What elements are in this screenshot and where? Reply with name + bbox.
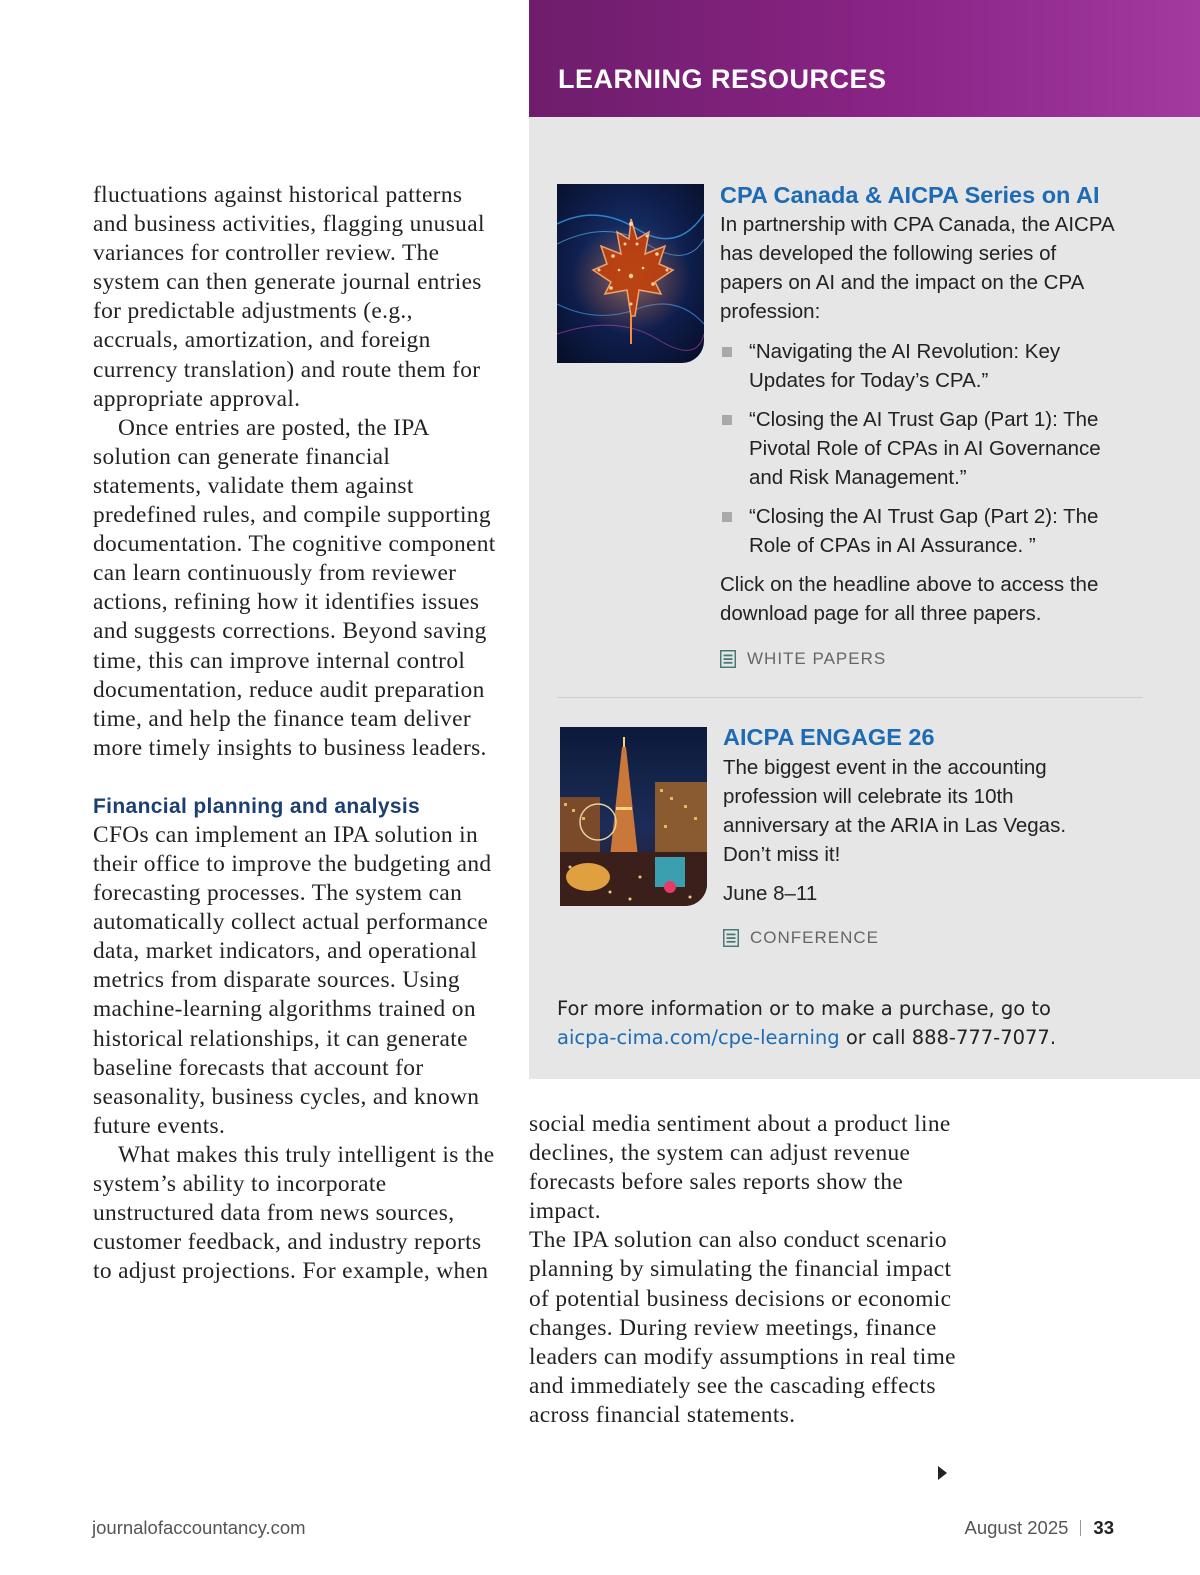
article-paragraph: Once entries are posted, the IPA solution can generate financial statements, validate them against predefined rules, and compile supporting documentation. The cognitive component can learn continuously from reviewer actions, refining how it identifies issues and suggests corrections. Beyond saving time, this can improve internal control documentation, reduce audit preparation time, and help the finance team deliver more timely insights to business leaders. bbox=[93, 414, 496, 761]
tag-white-papers bbox=[720, 649, 886, 669]
purchase-info-text: For more information or to make a purchase, go to bbox=[557, 997, 1051, 1020]
item-intro: In partnership with CPA Canada, the AICPA has developed the following series of papers on AI and the impact on the CPA profession: bbox=[720, 213, 1114, 323]
article-paragraph: social media sentiment about a product line declines, the system can adjust revenue forecasts before sales reports show the impact. bbox=[529, 1111, 951, 1225]
item-outro: Click on the headline above to access the download page for all three papers. bbox=[720, 573, 1099, 625]
event-date: June 8–11 bbox=[723, 882, 818, 905]
issue-date: August 2025 bbox=[964, 1517, 1069, 1538]
purchase-info-phone: or call 888-777-7077. bbox=[839, 1026, 1057, 1049]
list-item bbox=[720, 405, 1120, 492]
list-item bbox=[720, 502, 1120, 560]
tag-label: CONFERENCE bbox=[750, 928, 880, 947]
purchase-info bbox=[557, 994, 1056, 1052]
right-article-column bbox=[529, 1110, 959, 1430]
left-article-column bbox=[93, 181, 503, 1286]
las-vegas-image bbox=[560, 727, 707, 906]
page-number: 33 bbox=[1093, 1517, 1114, 1538]
cpe-learning-link[interactable]: aicpa-cima.com/cpe-learning bbox=[557, 1026, 840, 1049]
page-footer bbox=[965, 1517, 1114, 1539]
site-url: journalofaccountancy.com bbox=[92, 1517, 306, 1538]
tag-label: WHITE PAPERS bbox=[747, 649, 887, 668]
sidebar-header bbox=[529, 0, 1200, 117]
article-paragraph: What makes this truly intelligent is the system’s ability to incorporate unstructured data from news sources, customer feedback, and industry reports to adjust projections. For example, when bbox=[93, 1141, 495, 1285]
document-icon bbox=[720, 650, 736, 668]
maple-leaf-ai-image bbox=[557, 184, 704, 363]
article-paragraph: fluctuations against historical patterns and business activities, flagging unusual variances for controller review. The system can then generate journal entries for predictable adjustments (e.g., accruals, amortization, and foreign currency translation) and route them for appropriate approval. bbox=[93, 182, 485, 412]
item-title-link[interactable]: AICPA ENGAGE 26 bbox=[723, 724, 935, 750]
item-description: The biggest event in the accounting profession will celebrate its 10th anniversary at the ARIA in Las Vegas. Don’t miss it! bbox=[723, 756, 1067, 866]
item-body bbox=[723, 753, 1083, 908]
bullet-square-icon bbox=[722, 512, 732, 522]
continue-arrow-icon bbox=[938, 1466, 947, 1480]
tag-conference bbox=[723, 928, 879, 948]
document-icon bbox=[723, 929, 739, 947]
divider bbox=[557, 697, 1143, 698]
bullet-square-icon bbox=[722, 347, 732, 357]
list-item-text: “Navigating the AI Revolution: Key Updates for Today’s CPA.” bbox=[749, 340, 1061, 392]
bullet-square-icon bbox=[722, 415, 732, 425]
paper-list bbox=[720, 337, 1120, 560]
footer-separator bbox=[1080, 1520, 1081, 1536]
list-item-text: “Closing the AI Trust Gap (Part 1): The Pivotal Role of CPAs in AI Governance and Risk Management.” bbox=[749, 408, 1101, 489]
learning-resources-sidebar bbox=[529, 0, 1200, 1079]
list-item bbox=[720, 337, 1120, 395]
item-title-link[interactable]: CPA Canada & AICPA Series on AI bbox=[720, 182, 1100, 208]
article-paragraph: The IPA solution can also conduct scenario planning by simulating the financial impact of potential business decisions or economic changes. During review meetings, finance leaders can modify assumptions in real time and immediately see the cascading effects across financial statements. bbox=[529, 1227, 956, 1428]
article-paragraph: CFOs can implement an IPA solution in their office to improve the budgeting and forecasting processes. The system can automatically collect actual performance data, market indicators, and operational metrics from disparate sources. Using machine-learning algorithms trained on historical relationships, it can generate baseline forecasts that account for seasonality, business cycles, and known future events. bbox=[93, 821, 492, 1139]
list-item-text: “Closing the AI Trust Gap (Part 2): The Role of CPAs in AI Assurance. ” bbox=[749, 505, 1099, 557]
item-body bbox=[720, 210, 1120, 628]
section-subhead: Financial planning and analysis bbox=[93, 794, 421, 818]
sidebar-title: LEARNING RESOURCES bbox=[558, 64, 887, 94]
